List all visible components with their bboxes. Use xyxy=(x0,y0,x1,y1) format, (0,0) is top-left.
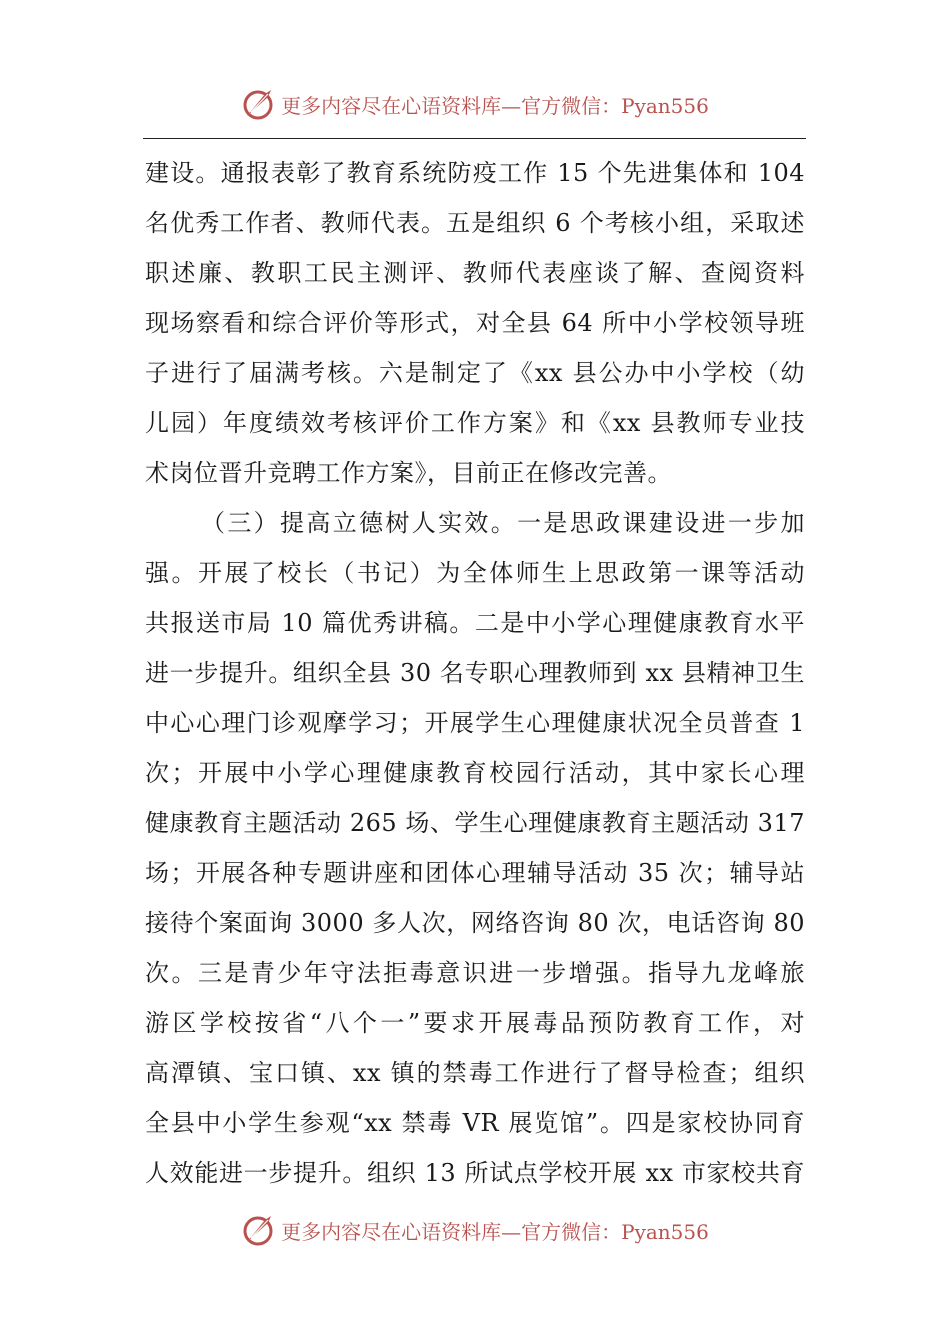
header-banner xyxy=(0,84,950,124)
body-line: 名优秀工作者、教师代表。五是组织 6 个考核小组，采取述 xyxy=(145,209,805,237)
body-line: 接待个案面询 3000 多人次，网络咨询 80 次，电话咨询 80 xyxy=(145,909,805,937)
body-line: 儿园）年度绩效考核评价工作方案》和《xx 县教师专业技 xyxy=(145,409,805,437)
body-line: 健康教育主题活动 265 场、学生心理健康教育主题活动 317 xyxy=(145,809,805,837)
body-line: 游区学校按省“八个一”要求开展毒品预防教育工作，对 xyxy=(145,1009,805,1037)
body-line: 共报送市局 10 篇优秀讲稿。二是中小学心理健康教育水平 xyxy=(145,609,805,637)
body-line: 场；开展各种专题讲座和团体心理辅导活动 35 次；辅导站 xyxy=(145,859,805,887)
body-line: 职述廉、教职工民主测评、教师代表座谈了解、查阅资料 xyxy=(145,259,805,287)
body-line: 人效能进一步提升。组织 13 所试点学校开展 xx 市家校共育 xyxy=(145,1159,805,1187)
footer-banner-inner xyxy=(241,1212,709,1248)
quill-pen-logo-icon xyxy=(241,1212,277,1248)
section-heading-line: （三）提高立德树人实效。一是思政课建设进一步加 xyxy=(201,509,805,537)
body-line: 高潭镇、宝口镇、xx 镇的禁毒工作进行了督导检查；组织 xyxy=(145,1059,805,1087)
header-banner-text: 更多内容尽在心语资料库—官方微信：Pyan556 xyxy=(281,93,709,118)
body-line: 次。三是青少年守法拒毒意识进一步增强。指导九龙峰旅 xyxy=(145,959,805,987)
header-banner-inner xyxy=(241,86,709,122)
body-line: 全县中小学生参观“xx 禁毒 VR 展览馆”。四是家校协同育 xyxy=(145,1109,805,1137)
footer-banner-text: 更多内容尽在心语资料库—官方微信：Pyan556 xyxy=(281,1219,709,1244)
body-line: 强。开展了校长（书记）为全体师生上思政第一课等活动 xyxy=(145,559,805,587)
body-line: 次；开展中小学心理健康教育校园行活动，其中家长心理 xyxy=(145,759,805,787)
quill-pen-logo-icon xyxy=(241,86,277,122)
body-line: 术岗位晋升竞聘工作方案》，目前正在修改完善。 xyxy=(145,459,672,487)
body-line: 中心心理门诊观摩学习；开展学生心理健康状况全员普查 1 xyxy=(145,709,805,737)
document-body xyxy=(145,148,805,1198)
footer-banner xyxy=(0,1210,950,1250)
body-line: 进一步提升。组织全县 30 名专职心理教师到 xx 县精神卫生 xyxy=(145,659,805,687)
header-divider xyxy=(143,138,806,139)
body-line: 子进行了届满考核。六是制定了《xx 县公办中小学校（幼 xyxy=(145,359,805,387)
body-line: 建设。通报表彰了教育系统防疫工作 15 个先进集体和 104 xyxy=(145,159,805,187)
body-line: 现场察看和综合评价等形式，对全县 64 所中小学校领导班 xyxy=(145,309,805,337)
